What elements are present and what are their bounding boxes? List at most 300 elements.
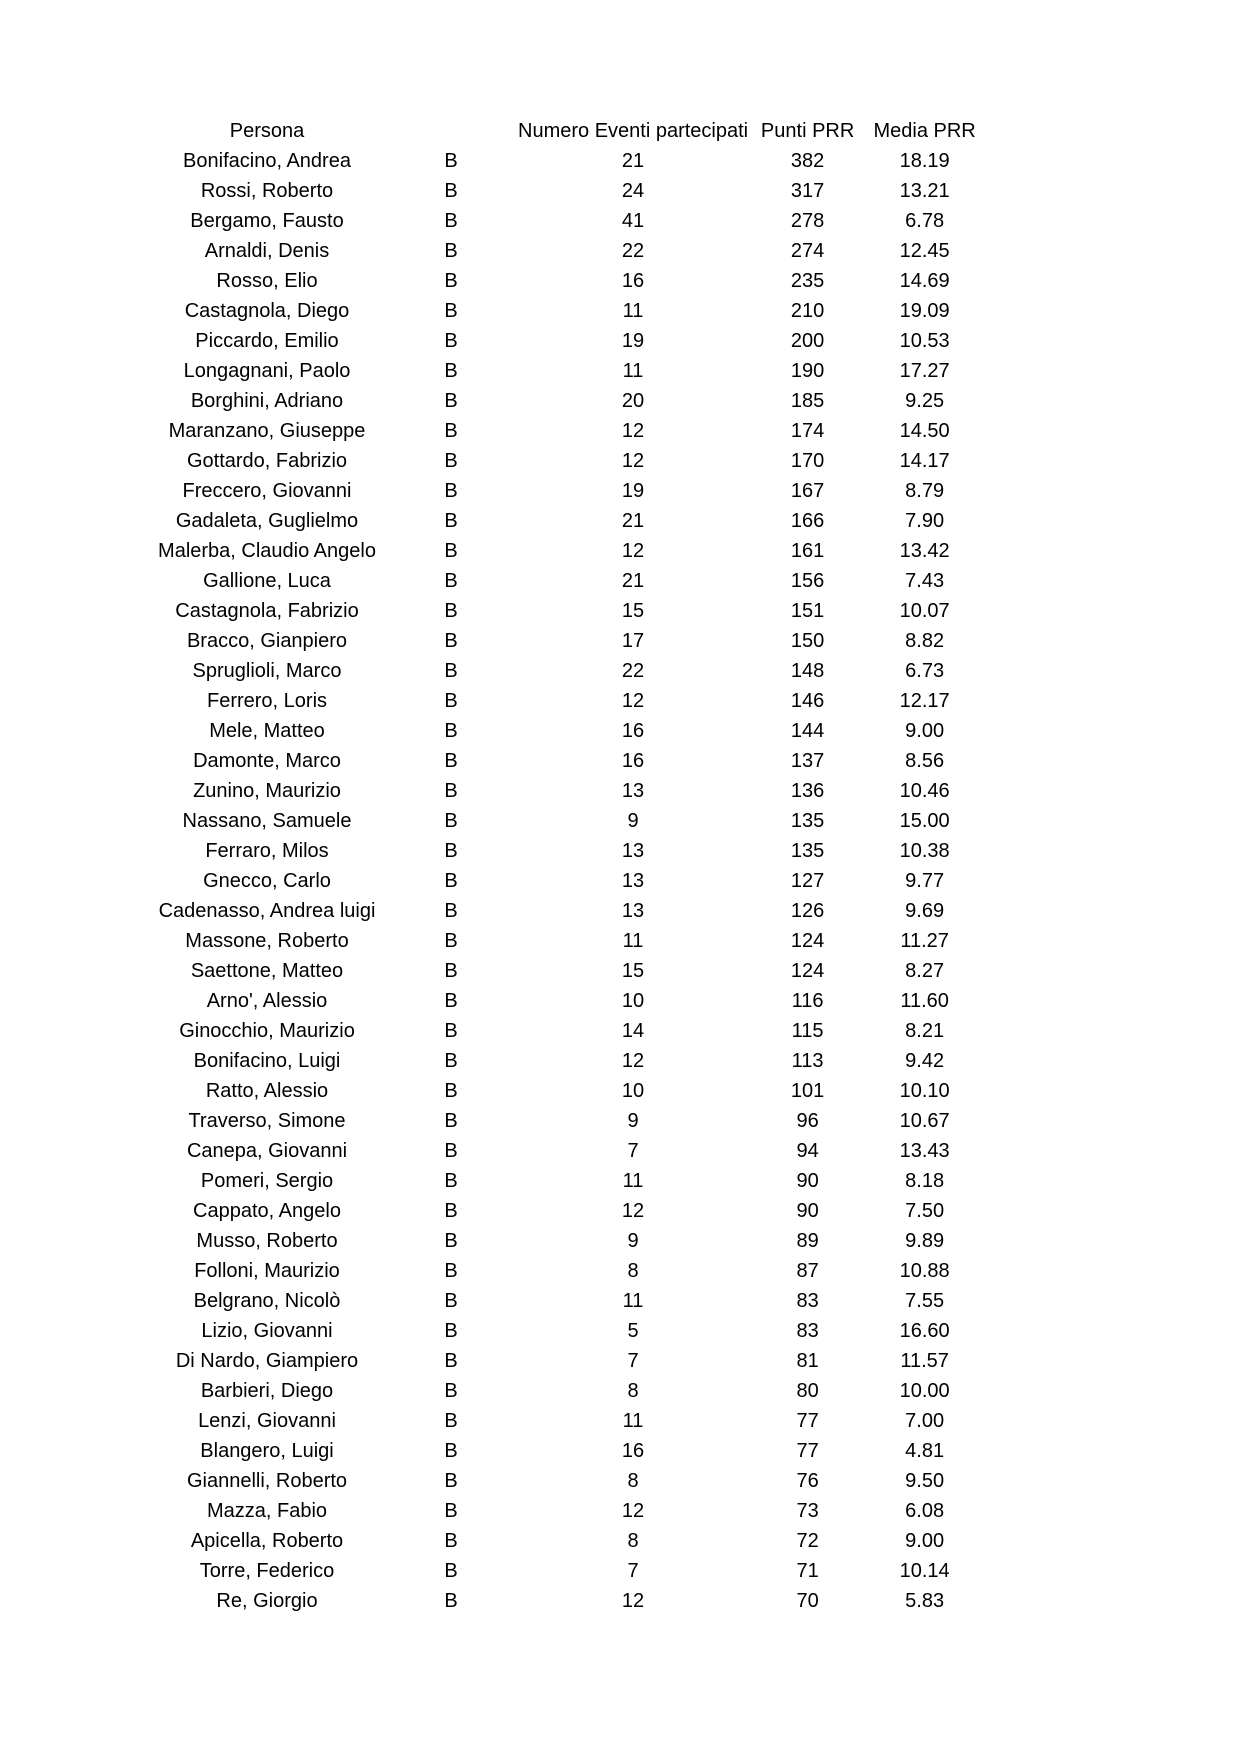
cell-average: 6.78	[905, 210, 945, 232]
cell-average: 10.88	[899, 1260, 950, 1282]
cell-name: Gallione, Luca	[203, 570, 331, 592]
table-body	[150, 146, 982, 1616]
cell-points: 77	[796, 1410, 819, 1432]
cell-name: Gnecco, Carlo	[203, 870, 331, 892]
cell-events: 7	[627, 1140, 639, 1162]
cell-points: 144	[790, 720, 825, 742]
cell-category: B	[444, 1530, 458, 1552]
table-row	[150, 1076, 982, 1106]
table-row	[150, 206, 982, 236]
cell-name: Bonifacino, Luigi	[193, 1050, 341, 1072]
cell-category: B	[444, 450, 458, 472]
cell-name: Arnaldi, Denis	[204, 240, 330, 262]
table-row	[150, 656, 982, 686]
table-row	[150, 566, 982, 596]
cell-average: 13.42	[899, 540, 950, 562]
cell-average: 11.57	[900, 1350, 949, 1372]
cell-points: 235	[790, 270, 825, 292]
cell-name: Ferrero, Loris	[206, 690, 328, 712]
cell-name: Cadenasso, Andrea luigi	[158, 900, 376, 922]
cell-average: 7.50	[905, 1200, 945, 1222]
cell-average: 13.43	[899, 1140, 950, 1162]
cell-points: 167	[790, 480, 825, 502]
cell-average: 12.45	[899, 240, 950, 262]
cell-name: Belgrano, Nicolò	[193, 1290, 341, 1312]
cell-events: 10	[621, 990, 645, 1012]
table-row	[150, 536, 982, 566]
cell-points: 278	[790, 210, 825, 232]
cell-category: B	[444, 930, 458, 952]
table-row	[150, 416, 982, 446]
cell-average: 9.69	[905, 900, 945, 922]
cell-points: 96	[796, 1110, 819, 1132]
cell-average: 9.50	[905, 1470, 945, 1492]
table-row	[150, 386, 982, 416]
table-row	[150, 236, 982, 266]
cell-points: 135	[790, 810, 825, 832]
table-row	[150, 806, 982, 836]
table-row	[150, 896, 982, 926]
cell-name: Cappato, Angelo	[193, 1200, 341, 1222]
table-row	[150, 926, 982, 956]
cell-points: 170	[790, 450, 825, 472]
cell-name: Longagnani, Paolo	[183, 360, 351, 382]
cell-category: B	[444, 570, 458, 592]
table-row	[150, 1106, 982, 1136]
cell-points: 135	[790, 840, 825, 862]
cell-events: 12	[621, 1500, 645, 1522]
cell-category: B	[444, 1230, 458, 1252]
cell-name: Gottardo, Fabrizio	[186, 450, 348, 472]
cell-category: B	[444, 720, 458, 742]
cell-name: Borghini, Adriano	[190, 390, 344, 412]
cell-category: B	[444, 990, 458, 1012]
table-row	[150, 1526, 982, 1556]
cell-average: 10.67	[899, 1110, 950, 1132]
cell-average: 9.89	[905, 1230, 945, 1252]
cell-category: B	[444, 1320, 458, 1342]
cell-average: 7.00	[905, 1410, 945, 1432]
cell-points: 124	[790, 930, 825, 952]
cell-name: Ginocchio, Maurizio	[179, 1020, 355, 1042]
table-row	[150, 1496, 982, 1526]
cell-events: 14	[621, 1020, 645, 1042]
cell-category: B	[444, 600, 458, 622]
cell-points: 174	[790, 420, 825, 442]
cell-average: 5.83	[905, 1590, 945, 1612]
cell-name: Massone, Roberto	[185, 930, 349, 952]
cell-category: B	[444, 1440, 458, 1462]
cell-average: 19.09	[899, 300, 950, 322]
cell-name: Traverso, Simone	[188, 1110, 346, 1132]
cell-events: 12	[621, 420, 645, 442]
cell-points: 116	[791, 990, 824, 1012]
cell-average: 8.82	[905, 630, 945, 652]
cell-events: 8	[627, 1380, 639, 1402]
cell-name: Malerba, Claudio Angelo	[158, 540, 376, 562]
cell-points: 200	[790, 330, 825, 352]
table-row	[150, 1256, 982, 1286]
cell-average: 14.17	[899, 450, 950, 472]
cell-events: 41	[621, 210, 645, 232]
cell-events: 11	[622, 1170, 644, 1192]
table-row	[150, 956, 982, 986]
cell-average: 4.81	[905, 1440, 945, 1462]
cell-category: B	[444, 480, 458, 502]
cell-category: B	[444, 330, 458, 352]
cell-name: Rossi, Roberto	[200, 180, 334, 202]
cell-category: B	[444, 360, 458, 382]
cell-average: 13.21	[899, 180, 950, 202]
cell-events: 19	[621, 330, 645, 352]
cell-name: Nassano, Samuele	[182, 810, 352, 832]
cell-name: Blangero, Luigi	[200, 1440, 334, 1462]
cell-events: 21	[621, 150, 645, 172]
cell-points: 190	[790, 360, 825, 382]
cell-category: B	[444, 1470, 458, 1492]
table-row	[150, 1556, 982, 1586]
table-row	[150, 296, 982, 326]
cell-name: Giannelli, Roberto	[186, 1470, 348, 1492]
cell-category: B	[444, 690, 458, 712]
cell-average: 10.38	[899, 840, 950, 862]
cell-average: 9.00	[905, 720, 945, 742]
table-row	[150, 716, 982, 746]
cell-category: B	[444, 1170, 458, 1192]
cell-events: 12	[621, 1200, 645, 1222]
table-row	[150, 776, 982, 806]
cell-average: 11.27	[900, 930, 949, 952]
cell-category: B	[444, 1110, 458, 1132]
cell-name: Saettone, Matteo	[190, 960, 344, 982]
cell-points: 115	[791, 1020, 824, 1042]
cell-points: 137	[790, 750, 825, 772]
cell-category: B	[444, 960, 458, 982]
table-row	[150, 1286, 982, 1316]
cell-events: 21	[621, 570, 645, 592]
table-row	[150, 176, 982, 206]
table-row	[150, 266, 982, 296]
cell-average: 7.43	[905, 570, 945, 592]
cell-events: 9	[627, 1110, 639, 1132]
cell-category: B	[444, 1410, 458, 1432]
table-row	[150, 1226, 982, 1256]
cell-category: B	[444, 780, 458, 802]
cell-category: B	[444, 1500, 458, 1522]
cell-points: 113	[791, 1050, 824, 1072]
cell-points: 210	[790, 300, 825, 322]
cell-average: 6.08	[905, 1500, 945, 1522]
table-row	[150, 1136, 982, 1166]
cell-name: Arno', Alessio	[206, 990, 328, 1012]
table-row	[150, 1046, 982, 1076]
cell-average: 9.00	[905, 1530, 945, 1552]
cell-average: 15.00	[899, 810, 950, 832]
table-row	[150, 596, 982, 626]
cell-events: 22	[621, 660, 645, 682]
cell-name: Castagnola, Fabrizio	[175, 600, 359, 622]
table-row	[150, 1436, 982, 1466]
table-row	[150, 746, 982, 776]
cell-name: Apicella, Roberto	[190, 1530, 344, 1552]
cell-points: 124	[790, 960, 825, 982]
cell-points: 83	[796, 1290, 819, 1312]
cell-events: 11	[622, 930, 644, 952]
table-row	[150, 146, 982, 176]
cell-name: Gadaleta, Guglielmo	[175, 510, 359, 532]
header-persona: Persona	[229, 120, 305, 142]
cell-events: 8	[627, 1530, 639, 1552]
cell-category: B	[444, 300, 458, 322]
ranking-table	[150, 116, 982, 1616]
cell-events: 12	[621, 540, 645, 562]
cell-category: B	[444, 1350, 458, 1372]
cell-category: B	[444, 1260, 458, 1282]
cell-name: Bonifacino, Andrea	[183, 150, 351, 172]
cell-average: 9.42	[905, 1050, 945, 1072]
cell-events: 11	[622, 1410, 644, 1432]
cell-category: B	[444, 840, 458, 862]
cell-events: 7	[627, 1560, 639, 1582]
cell-category: B	[444, 750, 458, 772]
cell-name: Di Nardo, Giampiero	[175, 1350, 359, 1372]
table-row	[150, 1166, 982, 1196]
cell-category: B	[444, 810, 458, 832]
cell-category: B	[444, 870, 458, 892]
table-row	[150, 686, 982, 716]
table-row	[150, 476, 982, 506]
cell-name: Torre, Federico	[199, 1560, 335, 1582]
cell-category: B	[444, 630, 458, 652]
cell-name: Canepa, Giovanni	[186, 1140, 348, 1162]
table-row	[150, 1196, 982, 1226]
cell-points: 90	[796, 1170, 819, 1192]
cell-name: Re, Giorgio	[216, 1590, 318, 1612]
header-category	[384, 116, 518, 146]
cell-category: B	[444, 510, 458, 532]
table-row	[150, 866, 982, 896]
cell-average: 9.25	[905, 390, 945, 412]
cell-points: 70	[796, 1590, 819, 1612]
cell-name: Lenzi, Giovanni	[198, 1410, 336, 1432]
cell-average: 18.19	[899, 150, 950, 172]
cell-name: Mazza, Fabio	[206, 1500, 328, 1522]
cell-events: 13	[621, 900, 645, 922]
cell-events: 24	[621, 180, 645, 202]
cell-average: 8.79	[905, 480, 945, 502]
cell-category: B	[444, 900, 458, 922]
cell-average: 14.69	[899, 270, 950, 292]
cell-events: 11	[622, 360, 644, 382]
table-row	[150, 506, 982, 536]
cell-points: 81	[796, 1350, 819, 1372]
cell-name: Ratto, Alessio	[205, 1080, 329, 1102]
table-row	[150, 1586, 982, 1616]
cell-category: B	[444, 1590, 458, 1612]
cell-category: B	[444, 1140, 458, 1162]
cell-average: 8.56	[905, 750, 945, 772]
cell-category: B	[444, 540, 458, 562]
cell-average: 14.50	[899, 420, 950, 442]
cell-events: 13	[621, 870, 645, 892]
cell-category: B	[444, 270, 458, 292]
cell-category: B	[444, 1290, 458, 1312]
table-row	[150, 356, 982, 386]
cell-events: 8	[627, 1260, 639, 1282]
table-row	[150, 1316, 982, 1346]
cell-events: 22	[621, 240, 645, 262]
cell-events: 12	[621, 450, 645, 472]
cell-category: B	[444, 240, 458, 262]
cell-points: 83	[796, 1320, 819, 1342]
cell-category: B	[444, 420, 458, 442]
header-row	[150, 116, 982, 146]
cell-points: 94	[796, 1140, 819, 1162]
cell-points: 166	[790, 510, 825, 532]
cell-events: 9	[627, 1230, 639, 1252]
table-row	[150, 446, 982, 476]
cell-points: 126	[790, 900, 825, 922]
cell-name: Pomeri, Sergio	[200, 1170, 334, 1192]
cell-events: 7	[627, 1350, 639, 1372]
header-points: Punti PRR	[760, 120, 855, 142]
cell-category: B	[444, 1560, 458, 1582]
cell-name: Castagnola, Diego	[184, 300, 350, 322]
cell-points: 136	[790, 780, 825, 802]
table-row	[150, 1406, 982, 1436]
cell-name: Zunino, Maurizio	[193, 780, 341, 802]
cell-events: 8	[627, 1470, 639, 1492]
table-row	[150, 1346, 982, 1376]
cell-events: 12	[621, 1050, 645, 1072]
cell-points: 127	[790, 870, 825, 892]
cell-points: 148	[790, 660, 825, 682]
cell-category: B	[444, 1380, 458, 1402]
cell-points: 71	[796, 1560, 819, 1582]
cell-average: 10.10	[899, 1080, 950, 1102]
cell-average: 8.18	[905, 1170, 945, 1192]
cell-average: 10.46	[899, 780, 950, 802]
cell-points: 317	[790, 180, 825, 202]
cell-points: 156	[790, 570, 825, 592]
cell-events: 9	[627, 810, 639, 832]
cell-name: Damonte, Marco	[193, 750, 341, 772]
cell-events: 13	[621, 840, 645, 862]
cell-average: 7.90	[905, 510, 945, 532]
table-row	[150, 1376, 982, 1406]
cell-events: 16	[621, 270, 645, 292]
cell-category: B	[444, 180, 458, 202]
cell-points: 87	[796, 1260, 819, 1282]
cell-points: 73	[796, 1500, 819, 1522]
table-row	[150, 1016, 982, 1046]
cell-events: 11	[622, 300, 644, 322]
cell-events: 12	[621, 1590, 645, 1612]
cell-name: Rosso, Elio	[216, 270, 318, 292]
cell-category: B	[444, 390, 458, 412]
cell-category: B	[444, 1080, 458, 1102]
cell-events: 16	[621, 1440, 645, 1462]
cell-points: 146	[790, 690, 825, 712]
table-row	[150, 986, 982, 1016]
cell-average: 10.53	[899, 330, 950, 352]
cell-points: 382	[790, 150, 825, 172]
cell-events: 21	[621, 510, 645, 532]
table-row	[150, 1466, 982, 1496]
cell-name: Barbieri, Diego	[200, 1380, 334, 1402]
cell-name: Piccardo, Emilio	[195, 330, 339, 352]
cell-average: 6.73	[905, 660, 945, 682]
cell-points: 274	[790, 240, 825, 262]
cell-category: B	[444, 660, 458, 682]
cell-points: 150	[790, 630, 825, 652]
cell-name: Freccero, Giovanni	[182, 480, 352, 502]
cell-category: B	[444, 150, 458, 172]
cell-average: 9.77	[905, 870, 945, 892]
cell-name: Mele, Matteo	[209, 720, 325, 742]
cell-name: Lizio, Giovanni	[201, 1320, 333, 1342]
cell-points: 161	[790, 540, 825, 562]
cell-events: 12	[621, 690, 645, 712]
cell-average: 16.60	[899, 1320, 950, 1342]
cell-average: 10.00	[899, 1380, 950, 1402]
cell-events: 16	[621, 750, 645, 772]
cell-average: 17.27	[899, 360, 950, 382]
cell-events: 10	[621, 1080, 645, 1102]
cell-events: 15	[621, 600, 645, 622]
table-row	[150, 626, 982, 656]
cell-name: Folloni, Maurizio	[194, 1260, 340, 1282]
cell-points: 90	[796, 1200, 819, 1222]
cell-average: 10.07	[899, 600, 950, 622]
header-events: Numero Eventi partecipati	[518, 120, 749, 142]
cell-name: Bergamo, Fausto	[190, 210, 344, 232]
cell-average: 12.17	[899, 690, 950, 712]
cell-average: 8.27	[905, 960, 945, 982]
cell-average: 8.21	[905, 1020, 945, 1042]
cell-category: B	[444, 1050, 458, 1072]
cell-points: 151	[790, 600, 825, 622]
cell-points: 89	[796, 1230, 819, 1252]
cell-points: 76	[796, 1470, 819, 1492]
table-row	[150, 326, 982, 356]
cell-name: Musso, Roberto	[196, 1230, 338, 1252]
cell-average: 7.55	[905, 1290, 945, 1312]
cell-category: B	[444, 1020, 458, 1042]
cell-category: B	[444, 210, 458, 232]
cell-events: 15	[621, 960, 645, 982]
cell-average: 11.60	[900, 990, 949, 1012]
cell-points: 72	[796, 1530, 819, 1552]
cell-events: 13	[621, 780, 645, 802]
cell-category: B	[444, 1200, 458, 1222]
header-average: Media PRR	[873, 120, 976, 142]
cell-events: 20	[621, 390, 645, 412]
cell-name: Ferraro, Milos	[205, 840, 329, 862]
cell-points: 80	[796, 1380, 819, 1402]
cell-name: Maranzano, Giuseppe	[168, 420, 366, 442]
cell-events: 5	[627, 1320, 639, 1342]
cell-events: 11	[622, 1290, 644, 1312]
cell-points: 101	[790, 1080, 825, 1102]
cell-points: 77	[796, 1440, 819, 1462]
cell-events: 19	[621, 480, 645, 502]
cell-name: Spruglioli, Marco	[192, 660, 342, 682]
table-row	[150, 836, 982, 866]
cell-points: 185	[790, 390, 825, 412]
cell-events: 17	[621, 630, 645, 652]
cell-average: 10.14	[899, 1560, 950, 1582]
